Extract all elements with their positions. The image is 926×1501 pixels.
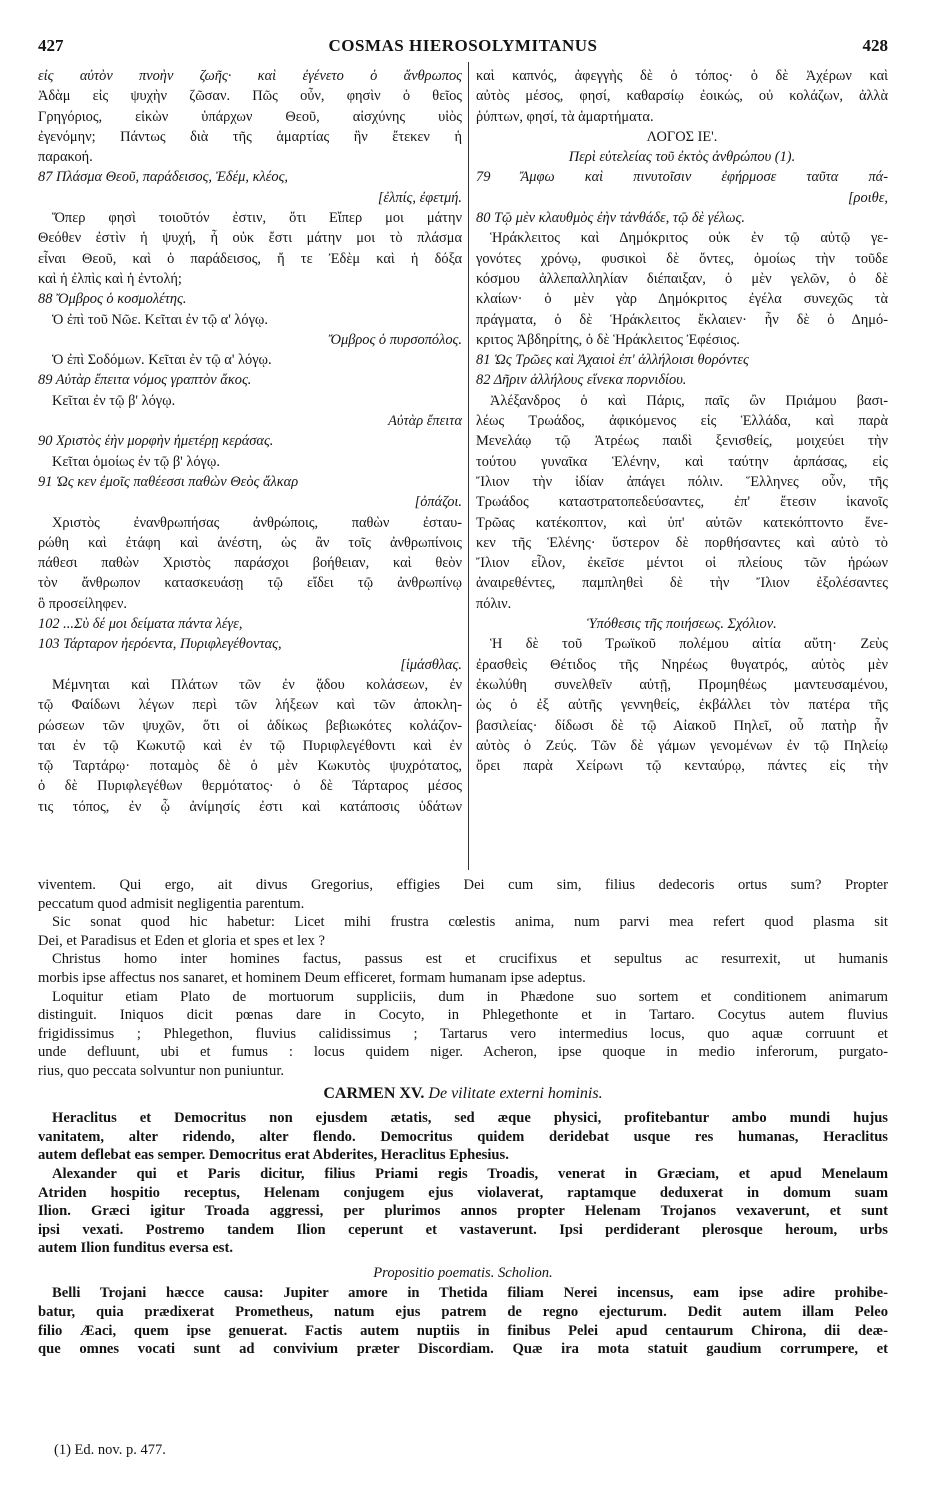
text-line: Christus homo inter homines factus, passus est et crucifixus et sepultus ac resurrexit, ut humanis	[52, 951, 888, 968]
text-line: ἐκωλύθη συνελθεῖν αὐτῇ, Προμηθέως μαντευσαμένου,	[476, 676, 888, 693]
text-line: unde defluunt, ubi et fumus : locus quidem niger. Acheron, ipse quoque in medio inferorum, purgato-	[38, 1044, 888, 1061]
text-line: 80 Τῷ μὲν κλαυθμὸς ἐὴν τἀνθάδε, τῷ δὲ γέλως.	[476, 210, 745, 227]
text-line: λέως Τρωάδος, ἀφικόμενος εἰς Ἑλλάδα, καὶ παρὰ	[476, 413, 888, 430]
text-line: Alexander qui et Paris dicitur, filius Priami regis Troadis, venerat in Græciam, et apud Menelaum	[52, 1165, 888, 1182]
text-line: καὶ καπνός, ἀφεγγὴς δὲ ὁ τόπος· ὁ δὲ Ἀχέρων καὶ	[476, 68, 888, 84]
text-line: ἀναιρεθέντες, παμπληθεὶ δὲ τὴν Ἴλιον ἐξολέσαντες	[476, 575, 888, 592]
text-line: Heraclitus et Democritus non ejusdem ætatis, sed æque physici, profitebantur ambo mundi hujus	[52, 1110, 888, 1127]
text-line: 87 Πλάσμα Θεοῦ, παράδεισος, Ἐδέμ, κλέος,	[38, 169, 289, 186]
text-line: vanitatem, alter ridendo, alter flendo. Democritus quidem deridebat usque res humanas, Heraclitus	[38, 1128, 888, 1145]
text-line: 89 Αὐτὰρ ἔπειτα νόμος γραπτὸν ἄκος.	[38, 372, 252, 389]
text-line: Ἡράκλειτος καὶ Δημόκριτος οὐκ ἐν τῷ αὐτῷ γε-	[490, 230, 888, 247]
text-line: filio Æaci, quem ipse genuerat. Factis autem nuptiis in finibus Pelei apud centaurum Chirona, dii deæ-	[38, 1322, 888, 1339]
text-line: Ἴλιον εἷλον, ἐκεῖσε μέντοι οἱ πλείους τῶν ἡρώων	[476, 555, 888, 572]
text-line: κριτος Ἀβδηρίτης, ὁ δὲ Ἡράκλειτος Ἐφέσιος.	[476, 331, 740, 348]
carmen-heading	[38, 1085, 888, 1104]
page-number-right: 428	[862, 36, 888, 55]
text-line: Κεῖται ἐν τῷ β' λόγῳ.	[52, 392, 176, 409]
text-line: batur, quia prædixerat Prometheus, natum ejus patrem de regno ejecturum. Dedit autem illam Peleo	[38, 1304, 888, 1321]
text-line: τὸν ἄνθρωπον κατασκευάσῃ τῷ εἴδει τῷ ἀνθρωπίνῳ	[38, 575, 462, 592]
page-number-left: 427	[38, 36, 64, 55]
text-line: 88 Ὄμβρος ὁ κοσμολέτης.	[38, 291, 187, 308]
propositio-heading: Propositio poematis. Scholion.	[373, 1264, 553, 1281]
text-line: morbis ipse affectus nos sanaret, et hominem Deum efficeret, formam humanam ipse adeptus.	[38, 969, 586, 986]
text-line: πράγματα, ὁ δὲ Ἡράκλειτος ἔκλαιεν· ἦν δὲ ὁ Δημό-	[476, 311, 888, 328]
text-line: γονότες χρόνῳ, φυσικοὶ δὲ ὄντες, ὁμοίως τὴν τοῦδε	[476, 250, 888, 267]
text-line: autem Ilion funditus eversa est.	[38, 1240, 233, 1257]
text-line: autem deflebat eas semper. Democritus erat Abderites, Heraclitus Ephesius.	[38, 1147, 509, 1164]
text-line: Μέμνηται καὶ Πλάτων τῶν ἐν ᾅδου κολάσεων, ἐν	[52, 676, 462, 693]
text-line: Κεῖται ὁμοίως ἐν τῷ β' λόγῳ.	[52, 453, 220, 470]
text-line: ὃ προσείληφεν.	[38, 595, 127, 612]
text-line: frigidissimus ; Phlegethon, fluvius calidissimus ; Tartarus vero intermedius locus, quo aquæ corruunt et	[38, 1025, 888, 1042]
text-line: [ὀπάζοι.	[414, 494, 462, 511]
text-line: Atriden hospitio receptus, Helenam conjugem ejus violaverat, raptamque deduxerat in domum suam	[38, 1184, 888, 1201]
text-line: ὁ δὲ Πυριφλεγέθων θερμότατος· ὁ δὲ Τάρταρος μέσος	[38, 778, 462, 795]
text-line: [ἐλπίς, ἐφετμή.	[377, 189, 462, 206]
text-line: Ὁ ἐπὶ τοῦ Νῶε. Κεῖται ἐν τῷ α' λόγῳ.	[52, 311, 268, 328]
text-line: εἶναι Θεοῦ, καὶ ὁ παράδεισος, ἤ τε Ἐδὲμ καὶ ἡ δόξα	[38, 250, 462, 267]
latin-block-3	[38, 1284, 888, 1358]
footnote: (1) Ed. nov. p. 477.	[54, 1442, 166, 1458]
carmen-subtitle: De vilitate externi hominis.	[428, 1084, 603, 1102]
text-line: ρώσεων τῶν ψυχῶν, ὅτι οἱ ἀδίκως βεβιωκότες κολάζον-	[38, 717, 462, 734]
text-line: Ἡ δὲ τοῦ Τρωϊκοῦ πολέμου αἰτία αὕτη· Ζεὺς	[490, 636, 888, 653]
text-line: 102 ...Σὺ δέ μοι δείματα πάντα λέγε,	[38, 616, 243, 633]
text-line: τούτου γυναῖκα Ἑλένην, καὶ ταύτην ἁρπάσας, εἰς	[476, 453, 888, 470]
text-line: Dei, et Paradisus et Eden et gloria et spes et lex ?	[38, 932, 325, 949]
text-line: Γρηγόριος, εἰκὼν ὑπάρχων Θεοῦ, αἰσχύνης υἱὸς	[38, 108, 462, 125]
text-line: Ὑπόθεσις τῆς ποιήσεως. Σχόλιον.	[587, 616, 777, 633]
text-line: παρακοή.	[38, 149, 93, 166]
text-line: 79 Ἄμφω καὶ πινυτοῖσιν ἐφήρμοσε ταῦτα πά-	[476, 169, 888, 186]
text-line: 90 Χριστὸς ἑὴν μορφὴν ἡμετέρῃ κεράσας.	[38, 433, 274, 450]
text-line: Ἀδὰμ εἰς ψυχὴν ζῶσαν. Πῶς οὖν, φησὶν ὁ θεῖος	[38, 88, 462, 105]
text-line: 91 Ὡς κεν ἐμοῖς παθέεσσι παθὼν Θεὸς ἄλκαρ	[38, 473, 299, 490]
text-line: ται ἐν τῷ Κωκυτῷ καὶ ἐν τῷ Πυριφλεγέθοντι καὶ ἐν	[38, 737, 462, 754]
latin-block-2	[38, 1109, 888, 1258]
text-line: ρώθη καὶ ἐτάφη καὶ ἀνέστη, ὡς ἂν τοῖς ἀνθρωπίνοις	[38, 534, 462, 551]
text-line: ἐρασθεὶς Θέτιδος τῆς Νηρέως θυγατρός, αὐτὸς μὲν	[476, 656, 888, 673]
greek-column-right	[476, 66, 888, 776]
text-line: τῷ Ταρτάρῳ· ποταμὸς δὲ ὁ μὲν Κωκυτὸς ψυχρότατος,	[38, 758, 462, 775]
text-line: Ὄμβρος ὁ πυρσοπόλος.	[328, 331, 462, 348]
column-divider	[468, 62, 469, 870]
text-line: Ἀλέξανδρος ὁ καὶ Πάρις, παῖς ὢν Πριάμου βασι-	[490, 392, 888, 409]
text-line: Τρωάδος καταστρατοπεδεύσαντες, ἐπ' ἔτεσιν ἱκανοῖς	[476, 494, 888, 511]
text-line: peccatum quod admisit negligentia parentum.	[38, 895, 305, 912]
text-line: Ὅπερ φησὶ τοιοῦτόν ἐστιν, ὅτι Εἴπερ μοι μάτην	[52, 210, 462, 227]
text-line: Ὁ ἐπὶ Σοδόμων. Κεῖται ἐν τῷ α' λόγῳ.	[52, 352, 272, 369]
text-line: ὄρει παρὰ Χείρωνι τῷ κενταύρῳ, πάντες εἰς τὴν	[476, 758, 888, 775]
text-line: ὡς ὁ ἐξ αὐτῆς γεννηθείς, ἐκβάλλει τὸν πατέρα τῆς	[476, 697, 888, 714]
text-line: 103 Τάρταρον ἠερόεντα, Πυριφλεγέθοντας,	[38, 636, 282, 653]
text-line: ipsi vexati. Postremo tandem Ilion ceperunt et vastaverunt. Ipsi perdiderant plerosque heroum, urbs	[38, 1221, 888, 1238]
text-line: distinguit. Iniquos dicit pœnas dare in Cocyto, in Phlegethonte et in Tartaro. Cocytus autem fluvius	[38, 1007, 888, 1024]
text-line: βασιλείας· δίδωσι δὲ τῷ Αἰακοῦ Πηλεῖ, οὗ πατὴρ ἦν	[476, 717, 888, 734]
text-line: Μενελάῳ τῷ Ἀτρέως παιδὶ ξενισθείς, μοιχεύει τὴν	[476, 433, 888, 450]
text-line: κεν τῆς Ἑλένης· ὕστερον δὲ πορθήσαντες καὶ αὐτὸ τὸ	[476, 534, 888, 551]
text-line: Loquitur etiam Plato de mortuorum suppliciis, dum in Phædone suo sortem et conditionem animarum	[52, 988, 888, 1005]
text-line: κλαίων· ὁ μὲν γὰρ Δημόκριτος ἐγέλα συνεχῶς τὰ	[476, 291, 888, 308]
text-line: Αὐτὰρ ἔπειτα	[388, 413, 462, 430]
text-line: que omnes vocati sunt ad convivium præter Discordiam. Quæ ira mota statuit gaudium corrumpere, et	[38, 1341, 888, 1358]
latin-block-1	[38, 876, 888, 1081]
text-line: 82 Δῆριν ἀλλήλους εἵνεκα πορνιδίου.	[476, 372, 687, 389]
text-line: [ἱμάσθλας.	[400, 656, 462, 673]
text-line: εἰς αὐτὸν πνοὴν ζωῆς· καὶ ἐγένετο ὁ ἄνθρωπος	[38, 68, 462, 84]
running-title: COSMAS HIEROSOLYMITANUS	[328, 36, 598, 55]
text-line: ῥύπτων, φησί, τὰ ἁμαρτήματα.	[476, 108, 654, 125]
text-line: πόλιν.	[476, 595, 512, 612]
text-line: αὐτὸς μέσος, φησί, καθαρσίῳ ἐοικώς, οὐ κολάζων, ἀλλὰ	[476, 88, 888, 105]
text-line: τῷ Φαίδωνι λέγων περὶ τῶν λήξεων καὶ τῶν ἀποκλη-	[38, 697, 462, 714]
text-line: Ilion. Græci igitur Troada aggressi, per plurimos annos propter Helenam Trojanos vexaverunt, et sunt	[38, 1203, 888, 1220]
text-line: viventem. Qui ergo, ait divus Gregorius, effigies Dei cum sim, filius dedecoris ortus sum? Propter	[38, 877, 888, 893]
text-line: Τρῶας κατέκοπτον, καὶ ὑπ' αὐτῶν κατεκόπτοντο ἕνε-	[476, 514, 888, 531]
text-line: Sic sonat quod hic habetur: Licet mihi frustra cœlestis anima, num parvi mea refert quod plasma sit	[52, 914, 888, 931]
running-header	[38, 36, 888, 60]
text-line: ἐγενόμην; Πάντως διὰ τῆς ἁμαρτίας ἣν ἔτεκεν ἡ	[38, 128, 462, 145]
greek-column-left	[38, 66, 462, 817]
carmen-label: CARMEN XV.	[323, 1084, 425, 1102]
latin-translation	[38, 876, 888, 1359]
text-line: τις τόπος, ἐν ᾧ ἀνίμησίς ἐστι καὶ κατάποσις ὑδάτων	[38, 798, 462, 815]
text-line: 81 Ὡς Τρῶες καὶ Ἀχαιοὶ ἐπ' ἀλλήλοισι θορόντες	[476, 352, 749, 369]
text-line: αὐτὸς ὁ Ζεύς. Τῶν δὲ γάμων γενομένων ἐν τῷ Πηλείῳ	[476, 737, 888, 754]
text-line: Περὶ εὐτελείας τοῦ ἐκτὸς ἀνθρώπου (1).	[568, 149, 796, 166]
text-line: [ροιθε,	[847, 189, 888, 206]
text-line: πάθεσι παθὼν Χριστὸς παράσχοι βοήθειαν, καὶ θεὸν	[38, 555, 462, 572]
text-line: rius, quo peccata solvuntur non puniuntur.	[38, 1062, 285, 1079]
text-line: Θεόθεν ἐστὶν ἡ ψυχή, ἦ οὐκ ἔστι μάτην μοι τὸ πλάσμα	[38, 230, 462, 247]
text-line: Ἴλιον τὴν ἰδίαν ἀπάγει πόλιν. Ἕλληνες οὖν, τῆς	[476, 473, 888, 490]
text-line: καὶ ἡ ἐλπὶς καὶ ἡ ἐντολή;	[38, 270, 182, 287]
text-line: ΛΟΓΟΣ ΙΕ'.	[646, 128, 718, 145]
text-line: κόσμου ἀλλεπαλληλίαν διέπαιξαν, ὁ μὲν γελῶν, ὁ δὲ	[476, 270, 888, 287]
text-line: Belli Trojani hæcce causa: Jupiter amore in Thetida filiam Nerei incensus, eam ipse adire prohibe-	[52, 1285, 888, 1302]
text-line: Χριστὸς ἐνανθρωπήσας ἀνθρώποις, παθὼν ἐσταυ-	[52, 514, 462, 531]
